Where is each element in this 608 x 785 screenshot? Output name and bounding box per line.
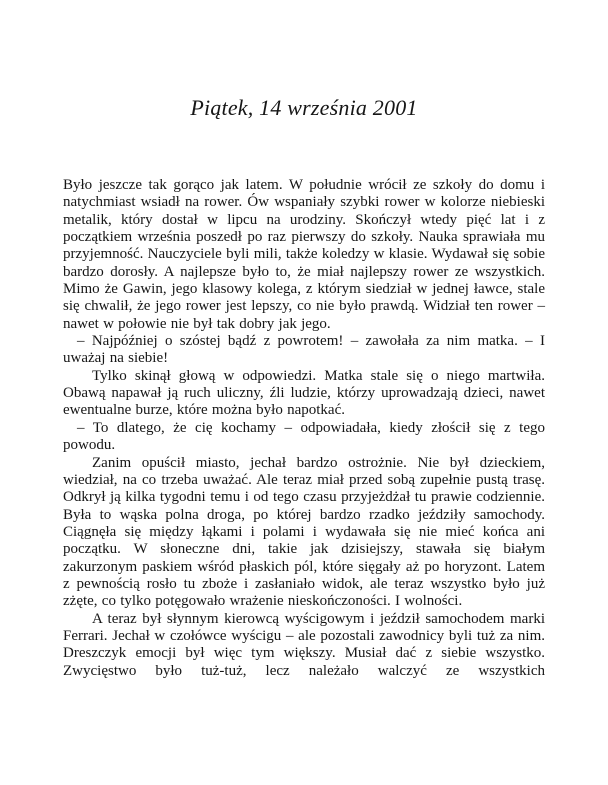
paragraph-dialogue: – Najpóźniej o szóstej bądź z powrotem! – zawołała za nim matka. – I uważaj na siebie! xyxy=(63,333,545,367)
paragraph-dialogue: – To dlatego, że cię kochamy – odpowiadała, kiedy złościł się z tego powodu. xyxy=(63,419,545,454)
chapter-body xyxy=(63,177,545,680)
chapter-date-title: Piątek, 14 września 2001 xyxy=(190,95,418,120)
paragraph-narration-cutoff: A teraz był słynnym kierowcą wyścigowym i jeździł samochodem marki Ferrari. Jechał w czołówce wyścigu – ale pozostali zawodnicy byli tuż za nim. Dreszczyk emocji był więc tym większy. Musiał dać z siebie wszystko. Zwycięstwo było tuż-tuż, lecz należało walczyć ze wszystkich xyxy=(63,610,545,679)
paragraph-narration: Zanim opuścił miasto, jechał bardzo ostrożnie. Nie był dzieckiem, wiedział, na co trzeba uważać. Ale teraz miał przed sobą zupełnie pustą trasę. Odkrył ją kilka tygodni temu i od tego czasu przyjeżdżał tu prawie codziennie. Była to wąska polna droga, po której bardzo rzadko jeździły samochody. Ciągnęła się między łąkami i polami i wydawała się nie mieć końca ani początku. W słoneczne dni, takie jak dzisiejszy, stawała się białym zakurzonym paskiem wśród płaskich pól, które sięgały aż po horyzont. Latem z pewnością rosło tu zboże i zasłaniało widok, ale teraz wszystko było już zżęte, co tylko potęgowało wrażenie nieskończoności. I wolności. xyxy=(63,454,545,610)
paragraph-narration: Tylko skinął głową w odpowiedzi. Matka stale się o niego martwiła. Obawą napawał ją ruch uliczny, źli ludzie, którzy uprowadzają dzieci, nawet ewentualne burze, które można było napotkać. xyxy=(63,367,545,419)
paragraph-opening: Było jeszcze tak gorąco jak latem. W południe wrócił ze szkoły do domu i natychmiast wsiadł na rower. Ów wspaniały szybki rower w kolorze niebieski metalik, który dostał w lipcu na urodziny. Skończył wtedy pięć lat i z początkiem września poszedł po raz pierwszy do szkoły. Nauka sprawiała mu przyjemność. Nauczyciele byli mili, także koledzy w klasie. Wydawał się sobie bardzo dorosły. A najlepsze było to, że miał najlepszy rower ze wszystkich. Mimo że Gawin, jego klasowy kolega, z którym siedział w jednej ławce, stale się chwalił, że jego rower jest lepszy, co nie było prawdą. Widział ten rower – nawet w połowie nie był tak dobry jak jego. xyxy=(63,177,545,332)
